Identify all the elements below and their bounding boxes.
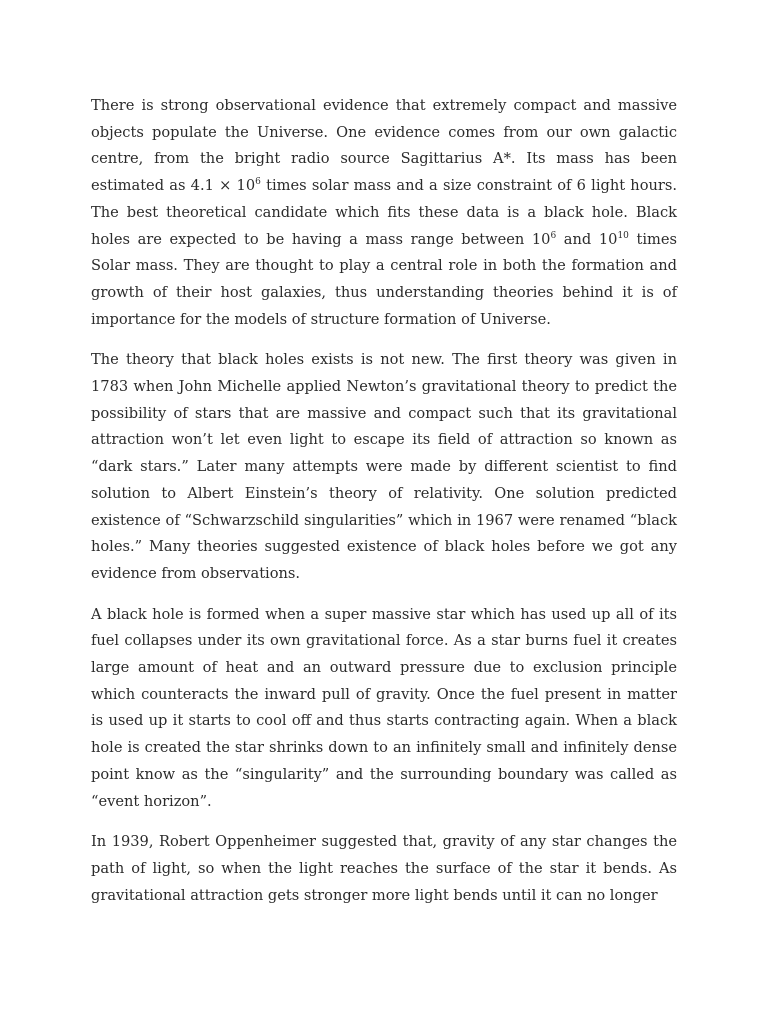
superscript-exponent: 6 [550, 230, 557, 241]
paragraph-2 [91, 347, 677, 587]
paragraph-text: and 10 [556, 230, 618, 248]
paragraph-text: times solar mass and a size constraint of 6 light hours. The best theoretical candidate which fits these data is a black hole. Black holes are expected to be having a mass range between 10 [91, 177, 677, 248]
paragraph-3 [91, 602, 677, 816]
paragraph-text: A black hole is formed when a super massive star which has used up all of its fuel collapses under its own gravitational force. As a star burns fuel it creates large amount of heat and an outward pressure due to exclusion principle which counteracts the inward pull of gravity. Once the fuel present in matter is used up it starts to cool off and thus starts contracting again. When a black hole is created the star shrinks down to an infinitely small and infinitely dense point know as the “singularity” and the surrounding boundary was called as “event horizon”. [91, 605, 677, 810]
paragraph-1 [91, 93, 677, 333]
document-body [91, 93, 677, 923]
superscript-exponent: 6 [255, 177, 261, 188]
paragraph-4 [91, 829, 677, 909]
superscript-exponent: 10 [617, 230, 629, 241]
paragraph-text: In 1939, Robert Oppenheimer suggested that, gravity of any star changes the path of light, so when the light reaches the surface of the star it bends. As gravitational attraction gets stronger more light bends until it can no longer [91, 833, 677, 904]
paragraph-text: There is strong observational evidence that extremely compact and massive objects populate the Universe. One evidence comes from our own galactic centre, from the bright radio source Sagittarius A*. Its mass has been estimated as 4.1 × 10 [91, 97, 677, 195]
paragraph-text: times Solar mass. They are thought to play a central role in both the formation and growth of their host galaxies, thus understanding theories behind it is of importance for the models of structure formation of Universe. [91, 230, 677, 328]
paragraph-text: The theory that black holes exists is not new. The first theory was given in 1783 when John Michelle applied Newton’s gravitational theory to predict the possibility of stars that are massive and compact such that its gravitational attraction won’t let even light to escape its field of attraction so known as “dark stars.” Later many attempts were made by different scientist to find solution to Albert Einstein’s theory of relativity. One solution predicted existence of “Schwarzschild singularities” which in 1967 were renamed “black holes.” Many theories suggested existence of black holes before we got any evidence from observations. [91, 351, 677, 582]
